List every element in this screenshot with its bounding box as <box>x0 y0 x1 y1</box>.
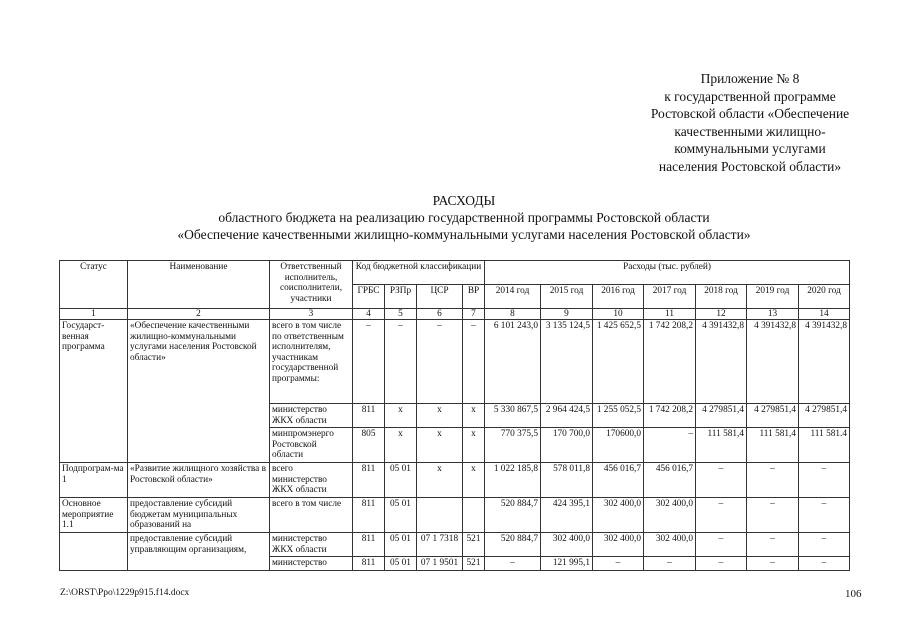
code-cell: – <box>463 320 485 404</box>
title-heading: РАСХОДЫ <box>432 193 496 208</box>
table-row <box>60 498 850 533</box>
code-cell: х <box>385 428 417 463</box>
column-number: 5 <box>385 309 417 320</box>
code-cell: 811 <box>353 404 385 428</box>
header-year: 2018 год <box>696 285 747 309</box>
value-cell: 302 400,0 <box>541 533 593 557</box>
column-number: 3 <box>270 309 353 320</box>
value-cell: 4 391432,8 <box>799 320 850 404</box>
value-cell: 302 400,0 <box>593 498 644 533</box>
value-cell: 111 581,4 <box>747 428 799 463</box>
value-cell: – <box>696 533 747 557</box>
value-cell: 1 022 185,8 <box>485 463 541 498</box>
code-cell: 805 <box>353 428 385 463</box>
column-number: 13 <box>747 309 799 320</box>
value-cell: 5 330 867,5 <box>485 404 541 428</box>
code-cell: 811 <box>353 557 385 571</box>
title-line: областного бюджета на реализацию государственной программы Ростовской области <box>218 210 710 225</box>
value-cell: – <box>799 533 850 557</box>
page-number: 106 <box>845 588 862 600</box>
appendix-line: Приложение № 8 <box>700 71 800 86</box>
value-cell: 578 011,8 <box>541 463 593 498</box>
value-cell: – <box>644 557 696 571</box>
value-cell: 456 016,7 <box>644 463 696 498</box>
value-cell: – <box>799 498 850 533</box>
expenses-table <box>59 260 850 571</box>
code-cell: 05 01 <box>385 498 417 533</box>
column-number: 1 <box>60 309 128 320</box>
code-cell: 07 1 7318 <box>417 533 463 557</box>
column-number: 9 <box>541 309 593 320</box>
row-executor: министерство <box>270 557 353 571</box>
value-cell: 520 884,7 <box>485 498 541 533</box>
row-executor: министерство ЖКХ области <box>270 533 353 557</box>
value-cell: 111 581,4 <box>696 428 747 463</box>
value-cell: 170 700,0 <box>541 428 593 463</box>
header-name: Наименование <box>128 261 270 309</box>
header-grbs: ГРБС <box>353 285 385 309</box>
code-cell: х <box>417 463 463 498</box>
table-row <box>60 320 850 404</box>
value-cell: 1 425 652,5 <box>593 320 644 404</box>
value-cell: – <box>593 557 644 571</box>
row-executor: министерство ЖКХ области <box>270 404 353 428</box>
value-cell: 456 016,7 <box>593 463 644 498</box>
column-number: 4 <box>353 309 385 320</box>
value-cell: 302 400,0 <box>644 533 696 557</box>
code-cell: 05 01 <box>385 533 417 557</box>
value-cell: 4 279851,4 <box>799 404 850 428</box>
header-year: 2016 год <box>593 285 644 309</box>
header-year: 2014 год <box>485 285 541 309</box>
code-cell: 05 01 <box>385 557 417 571</box>
code-cell: х <box>463 428 485 463</box>
value-cell: 424 395,1 <box>541 498 593 533</box>
appendix-line: коммунальными услугами <box>674 141 826 157</box>
column-number: 11 <box>644 309 696 320</box>
value-cell: – <box>485 557 541 571</box>
code-cell: х <box>417 404 463 428</box>
code-cell: х <box>463 404 485 428</box>
value-cell: 302 400,0 <box>593 533 644 557</box>
value-cell: – <box>799 557 850 571</box>
row-status: Государст-венная программа <box>60 320 128 463</box>
value-cell: 121 995,1 <box>541 557 593 571</box>
document-title <box>0 192 905 243</box>
code-cell <box>463 498 485 533</box>
value-cell: 1 742 208,2 <box>644 404 696 428</box>
column-number: 10 <box>593 309 644 320</box>
value-cell: – <box>747 557 799 571</box>
row-status <box>60 533 128 571</box>
header-executor: Ответственный исполнитель, соисполнители, участники <box>270 261 353 309</box>
header-expenses: Расходы (тыс. рублей) <box>485 261 850 285</box>
code-cell: х <box>417 428 463 463</box>
column-number: 7 <box>463 309 485 320</box>
header-year: 2017 год <box>644 285 696 309</box>
code-cell: 811 <box>353 533 385 557</box>
column-number: 8 <box>485 309 541 320</box>
header-budget-code: Код бюджетной классификации <box>353 261 485 285</box>
header-vr: ВР <box>463 285 485 309</box>
appendix-line: качественными жилищно- <box>674 123 826 139</box>
row-status: Основное мероприятие 1.1 <box>60 498 128 533</box>
header-csr: ЦСР <box>417 285 463 309</box>
value-cell: – <box>696 498 747 533</box>
value-cell: 111 581.4 <box>799 428 850 463</box>
appendix-line: Ростовской области «Обеспечение <box>650 106 850 122</box>
value-cell: 2 964 424,5 <box>541 404 593 428</box>
column-number: 12 <box>696 309 747 320</box>
appendix-block <box>600 70 900 176</box>
column-number: 6 <box>417 309 463 320</box>
appendix-line: к государственной программе <box>664 88 836 104</box>
value-cell: – <box>799 463 850 498</box>
column-number: 2 <box>128 309 270 320</box>
row-executor: минпромэнерго Ростовской области <box>270 428 353 463</box>
value-cell: 3 135 124,5 <box>541 320 593 404</box>
column-number: 14 <box>799 309 850 320</box>
code-cell: – <box>353 320 385 404</box>
row-name: «Развитие жилищного хозяйства в Ростовской области» <box>128 463 270 498</box>
code-cell <box>417 498 463 533</box>
header-rzpr: РЗПр <box>385 285 417 309</box>
code-cell: х <box>463 463 485 498</box>
value-cell: – <box>747 498 799 533</box>
code-cell: 07 1 9501 <box>417 557 463 571</box>
table-row <box>60 463 850 498</box>
value-cell: 302 400,0 <box>644 498 696 533</box>
row-executor: всего в том числе <box>270 498 353 533</box>
header-year: 2020 год <box>799 285 850 309</box>
value-cell: 4 391432,8 <box>696 320 747 404</box>
value-cell: 4 391432,8 <box>747 320 799 404</box>
value-cell: – <box>644 428 696 463</box>
value-cell: 1 255 052,5 <box>593 404 644 428</box>
code-cell: – <box>417 320 463 404</box>
row-name: предоставление субсидий бюджетам муниципальных образований на <box>128 498 270 533</box>
code-cell: 05 01 <box>385 463 417 498</box>
title-line: «Обеспечение качественными жилищно-коммунальными услугами населения Ростовской области» <box>177 227 751 242</box>
table-row <box>60 533 850 557</box>
value-cell: 4 279851,4 <box>747 404 799 428</box>
header-year: 2019 год <box>747 285 799 309</box>
value-cell: 6 101 243,0 <box>485 320 541 404</box>
row-name: «Обеспечение качественными жилищно-коммунальными услугами населения Ростовской области» <box>128 320 270 463</box>
code-cell: 811 <box>353 498 385 533</box>
value-cell: – <box>747 533 799 557</box>
code-cell: 521 <box>463 533 485 557</box>
header-status: Статус <box>60 261 128 309</box>
appendix-line: населения Ростовской области» <box>658 158 842 174</box>
code-cell: – <box>385 320 417 404</box>
value-cell: 770 375,5 <box>485 428 541 463</box>
value-cell: 1 742 208,2 <box>644 320 696 404</box>
code-cell: 521 <box>463 557 485 571</box>
value-cell: 170600,0 <box>593 428 644 463</box>
value-cell: 520 884,7 <box>485 533 541 557</box>
code-cell: 811 <box>353 463 385 498</box>
value-cell: – <box>696 463 747 498</box>
file-path: Z:\ORST\Ppo\1229p915.f14.docx <box>60 588 190 598</box>
value-cell: 4 279851,4 <box>696 404 747 428</box>
value-cell: – <box>747 463 799 498</box>
header-year: 2015 год <box>541 285 593 309</box>
row-status: Подпрограм-ма 1 <box>60 463 128 498</box>
row-executor: всего министерство ЖКХ области <box>270 463 353 498</box>
row-name: предоставление субсидий управляющим организациям, <box>128 533 270 571</box>
row-executor: всего в том числе по ответственным исполнителям, участникам государственной программы: <box>270 320 353 404</box>
value-cell: – <box>696 557 747 571</box>
code-cell: х <box>385 404 417 428</box>
